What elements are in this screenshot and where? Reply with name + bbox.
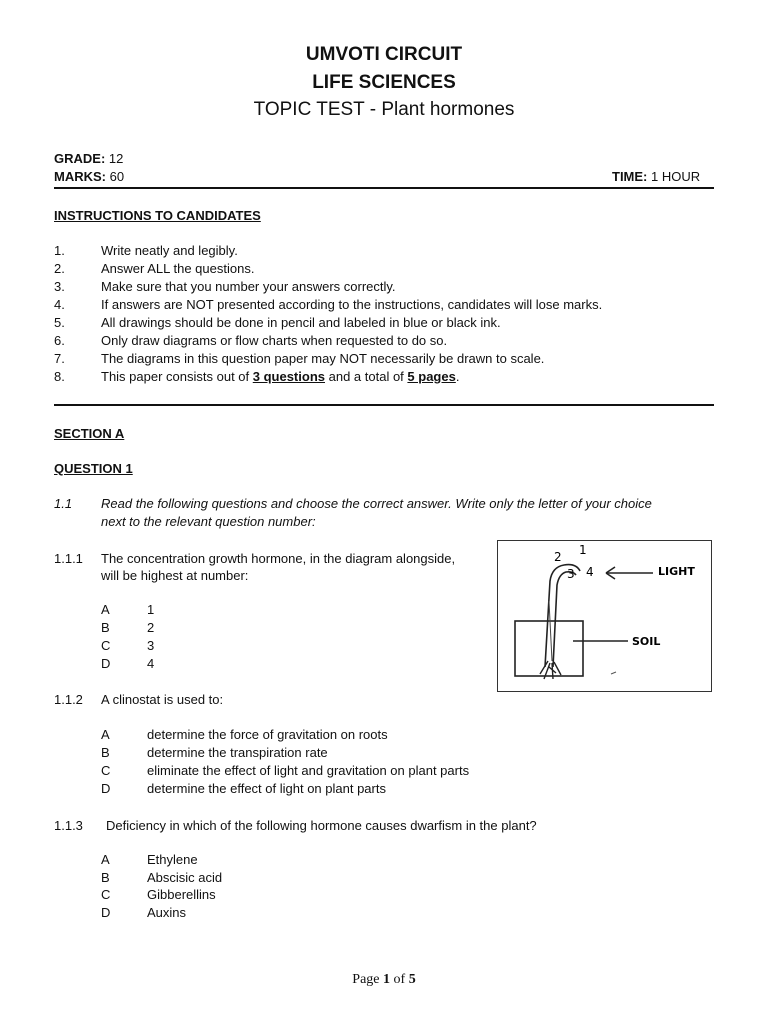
instruction-number: 7. [54,351,65,366]
time-label: TIME: [612,169,648,184]
option-letter: B [101,745,110,760]
option-text: determine the effect of light on plant parts [147,781,386,796]
total-page-number: 5 [408,972,416,987]
option-text: determine the transpiration rate [147,745,328,760]
instruction-number: 4. [54,297,65,312]
option-text: 1 [147,602,155,617]
instruction-number: 5. [54,315,65,330]
stem-outline-right [553,572,576,667]
instruction-text: The diagrams in this question paper may NOT necessarily be drawn to scale. [101,351,545,366]
footer-text: of [390,972,409,987]
section-divider [54,404,714,406]
question-number: 1.1.1 [54,551,83,566]
diagram-label-number: 1 [579,543,587,557]
instruction-text: All drawings should be done in pencil and labeled in blue or black ink. [101,315,501,330]
question-text: A clinostat is used to: [101,692,224,707]
time-line [612,169,700,184]
question-number: 1.1.2 [54,692,83,707]
option-letter: A [101,852,110,867]
instruction-text: Make sure that you number your answers correctly. [101,279,396,294]
option-letter: D [101,781,111,796]
diagram-label-number: 3 [567,567,575,581]
instruction-text-part: . [455,369,460,384]
light-label: LIGHT [658,565,695,578]
option-letter: B [101,620,110,635]
option-text: 4 [147,656,155,671]
instruction-text-part: and a total of [325,369,408,384]
instruction-text: If answers are NOT presented according to the instructions, candidates will lose marks. [101,297,603,312]
option-letter: B [101,870,110,885]
section-heading: SECTION A [54,426,125,441]
option-letter: D [101,905,111,920]
marks-value: 60 [109,169,125,184]
option-text: eliminate the effect of light and gravitation on plant parts [147,763,470,778]
question-heading: QUESTION 1 [54,461,133,476]
question-text: will be highest at number: [101,568,249,583]
question-number: 1.1.3 [54,818,83,833]
instruction-number: 6. [54,333,65,348]
question-number: 1.1 [54,496,73,511]
question-text: Deficiency in which of the following hormone causes dwarfism in the plant? [106,818,537,833]
header-divider [54,187,714,189]
pencil-mark [611,672,616,674]
option-letter: D [101,656,111,671]
instruction-number: 3. [54,279,65,294]
subject-title: LIFE SCIENCES [312,72,456,93]
question-instruction: next to the relevant question number: [101,514,316,529]
instruction-text: Write neatly and legibly. [101,243,238,258]
grade-label: GRADE: [54,151,106,166]
option-letter: C [101,638,111,653]
question-instruction: Read the following questions and choose the correct answer. Write only the letter of your choice [101,496,652,511]
instruction-text-part: This paper consists out of [101,369,253,384]
page-footer [0,972,768,988]
test-title: TOPIC TEST - Plant hormones [253,99,515,120]
option-text: 2 [147,620,155,635]
marks-line [54,169,124,184]
instructions-heading: INSTRUCTIONS TO CANDIDATES [54,208,261,223]
seedling-drawing [498,541,711,691]
page-count: 5 pages [407,369,456,384]
option-text: determine the force of gravitation on roots [147,727,388,742]
option-letter: A [101,602,110,617]
marks-label: MARKS: [54,169,106,184]
option-letter: C [101,887,111,902]
option-text: 3 [147,638,155,653]
school-circuit-title: UMVOTI CIRCUIT [305,44,463,65]
instruction-number: 8. [54,369,65,384]
phototropism-diagram [497,540,712,692]
option-letter: C [101,763,111,778]
option-text: Auxins [147,905,187,920]
instruction-text: Answer ALL the questions. [101,261,255,276]
diagram-label-number: 4 [586,565,594,579]
time-value: 1 HOUR [651,169,701,184]
instruction-number: 1. [54,243,65,258]
stem-outline-left [545,565,580,667]
instruction-number: 2. [54,261,65,276]
grade-value: 12 [108,151,124,166]
option-text: Ethylene [147,852,198,867]
question-count: 3 questions [252,369,325,384]
question-text: The concentration growth hormone, in the diagram alongside, [101,551,456,566]
option-text: Gibberellins [147,887,216,902]
instruction-text-pages [101,369,459,384]
option-text: Abscisic acid [147,870,223,885]
instruction-text: Only draw diagrams or flow charts when requested to do so. [101,333,448,348]
option-letter: A [101,727,110,742]
grade-line [54,151,123,166]
footer-text: Page [352,972,384,987]
stem-midline [549,601,552,661]
current-page-number: 1 [383,972,391,987]
diagram-label-number: 2 [554,550,562,564]
soil-label: SOIL [632,635,661,648]
